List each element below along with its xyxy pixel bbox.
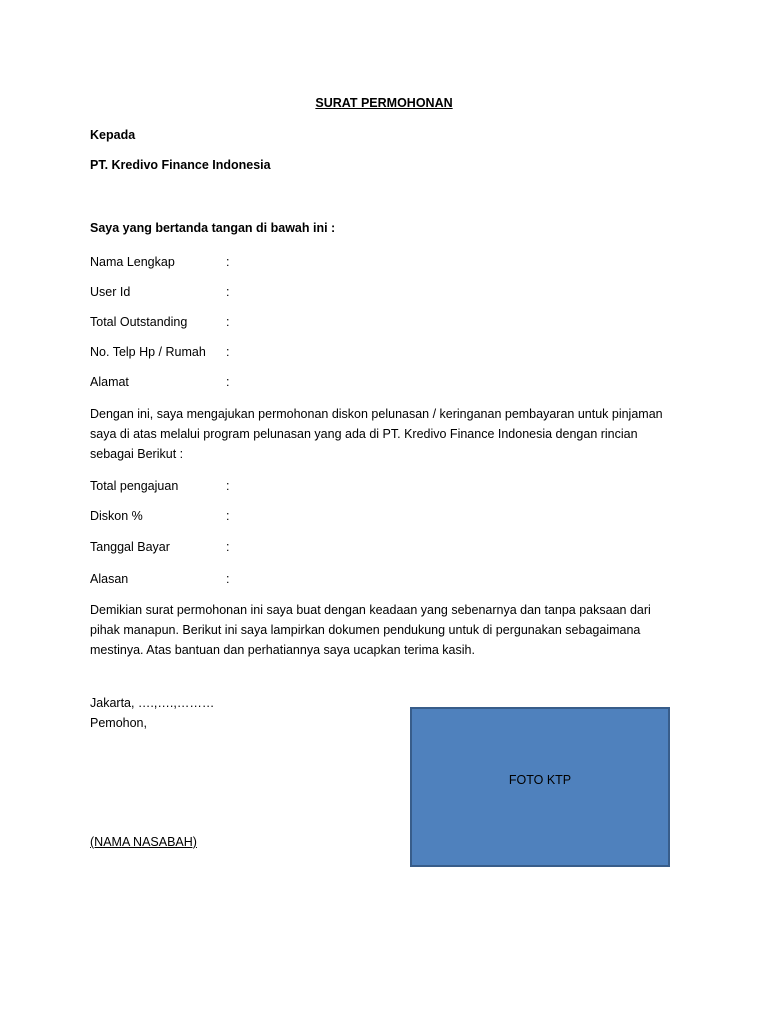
letter-title: SURAT PERMOHONAN (315, 96, 453, 110)
field-label: Nama Lengkap (90, 255, 175, 269)
request-paragraph: Dengan ini, saya mengajukan permohonan diskon pelunasan / keringanan pembayaran untuk pinjaman saya di atas melalui program pelunasan yang ada di PT. Kredivo Finance Indonesia dengan rincian sebagai Berikut : (90, 407, 663, 461)
field-colon: : (226, 255, 230, 269)
field-label: Total Outstanding (90, 315, 188, 329)
recipient-company: PT. Kredivo Finance Indonesia (90, 158, 271, 172)
field-label: Alamat (90, 375, 129, 389)
field-colon: : (226, 345, 230, 359)
field-colon: : (226, 509, 230, 523)
field-colon: : (226, 479, 230, 493)
signer-name: (NAMA NASABAH) (90, 835, 197, 849)
field-colon: : (226, 572, 230, 586)
field-label: Total pengajuan (90, 479, 179, 493)
closing-paragraph: Demikian surat permohonan ini saya buat dengan keadaan yang sebenarnya dan tanpa paksaan dari pihak manapun. Berikut ini saya lampirkan dokumen pendukung untuk di pergunakan sebagaimana mestinya. Atas bantuan dan perhatiannya saya ucapkan terima kasih. (90, 603, 651, 657)
field-label: Diskon % (90, 509, 143, 523)
photo-label: FOTO KTP (508, 773, 572, 787)
recipient-salutation: Kepada (90, 128, 136, 142)
field-label: User Id (90, 285, 131, 299)
signer-role: Pemohon, (90, 716, 147, 730)
field-colon: : (226, 315, 230, 329)
field-label: Tanggal Bayar (90, 540, 170, 554)
field-label: No. Telp Hp / Rumah (90, 345, 206, 359)
id-photo-placeholder (410, 707, 670, 867)
intro-statement: Saya yang bertanda tangan di bawah ini : (90, 221, 336, 235)
place-date: Jakarta, ….,….,……… (90, 696, 215, 710)
field-colon: : (226, 375, 230, 389)
field-colon: : (226, 285, 230, 299)
field-label: Alasan (90, 572, 129, 586)
field-colon: : (226, 540, 230, 554)
